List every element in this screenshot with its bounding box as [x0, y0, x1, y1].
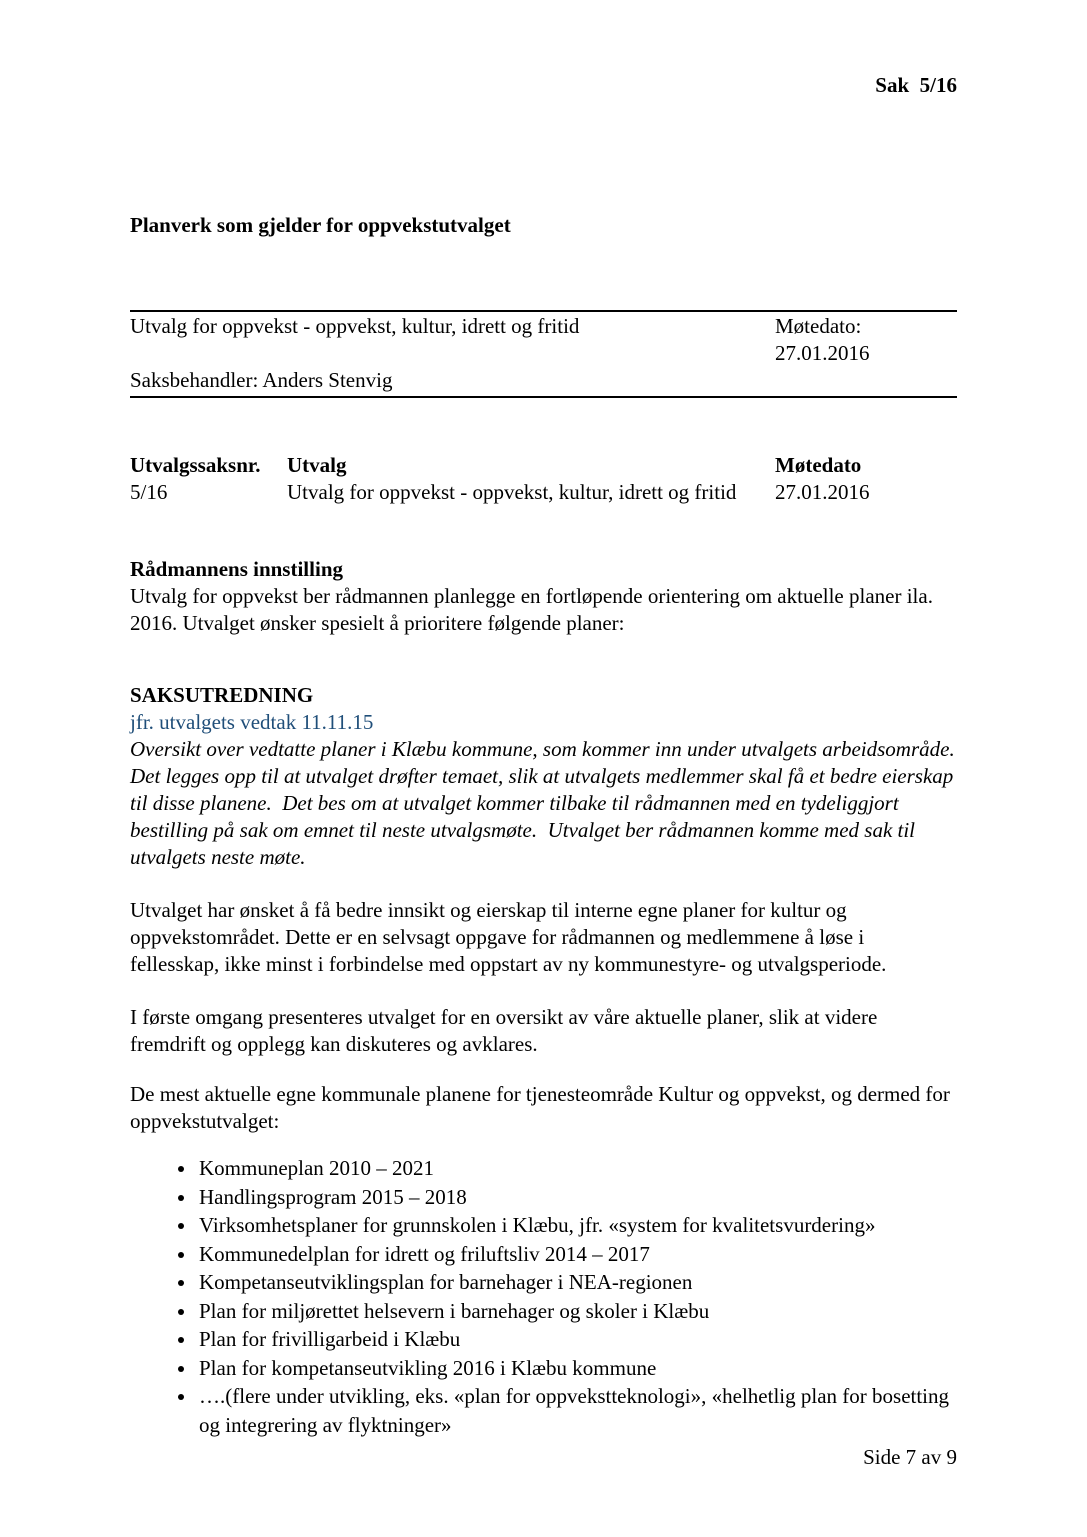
page-footer: Side 7 av 9 — [863, 1445, 957, 1469]
plan-list — [130, 1154, 957, 1439]
case-table — [130, 452, 957, 506]
innstilling-heading: Rådmannens innstilling — [130, 557, 343, 581]
saksutredning-section — [130, 682, 960, 871]
meta-meeting-date: Møtedato: 27.01.2016 — [775, 314, 870, 365]
page-title: Planverk som gjelder for oppvekstutvalget — [130, 213, 511, 237]
list-item: • ….(flere under utvikling, eks. «plan for oppvekstteknologi», «helhetlig plan for bosetting og integrering av flyktninger» — [197, 1382, 957, 1439]
meta-empty-cell — [775, 367, 957, 394]
table-row — [130, 479, 957, 506]
paragraph-3: De mest aktuelle egne kommunale planene for tjenesteområde Kultur og oppvekst, og dermed for oppvekstutvalget: — [130, 1082, 950, 1133]
saksutredning-heading: SAKSUTREDNING — [130, 683, 314, 707]
list-item: • Virksomhetsplaner for grunnskolen i Klæbu, jfr. «system for kvalitetsvurdering» — [197, 1211, 957, 1240]
col-header-utvalgssaksnr: Utvalgssaksnr. — [130, 453, 261, 477]
meta-committee: Utvalg for oppvekst - oppvekst, kultur, idrett og fritid — [130, 314, 580, 338]
paragraph-1: Utvalget har ønsket å få bedre innsikt og eierskap til interne egne planer for kultur og oppvekstområdet. Dette er en selvsagt oppgave for rådmannen og medlemmene å løse i fellesskap, ikke minst i forbindelse med oppstart av ny kommunestyre- og utvalgsperiode. — [130, 898, 887, 976]
list-item: • Kompetanseutviklingsplan for barnehager i NEA-regionen — [197, 1268, 957, 1297]
innstilling-section — [130, 556, 957, 637]
paragraph-2: I første omgang presenteres utvalget for en oversikt av våre aktuelle planer, slik at videre fremdrift og opplegg kan diskuteres og avklares. — [130, 1005, 878, 1056]
list-item: • Plan for frivilligarbeid i Klæbu — [197, 1325, 957, 1354]
cell-date: 27.01.2016 — [775, 480, 870, 504]
list-item: • Handlingsprogram 2015 – 2018 — [197, 1183, 957, 1212]
cell-committee: Utvalg for oppvekst - oppvekst, kultur, idrett og fritid — [287, 480, 737, 504]
vedtak-quote: Oversikt over vedtatte planer i Klæbu kommune, som kommer inn under utvalgets arbeidsområde. Det legges opp til at utvalget drøfter temaet, slik at utvalgets medlemmer skal få et bedre eierskap til disse planene. Det bes om at utvalget kommer tilbake til rådmannen med en tydeliggjort bestilling på sak om emnet til neste utvalgsmøte. Utvalget ber rådmannen komme med sak til utvalgets neste møte. — [130, 737, 960, 869]
meta-row-2 — [130, 367, 957, 394]
meta-table — [130, 310, 957, 398]
case-table-header — [130, 452, 957, 479]
vedtak-reference-link: jfr. utvalgets vedtak 11.11.15 — [130, 710, 374, 734]
case-number: Sak 5/16 — [875, 73, 957, 97]
list-item: • Kommuneplan 2010 – 2021 — [197, 1154, 957, 1183]
innstilling-body: Utvalg for oppvekst ber rådmannen planlegge en fortløpende orientering om aktuelle planer ila. 2016. Utvalget ønsker spesielt å prioritere følgende planer: — [130, 584, 933, 635]
meta-row-1 — [130, 313, 957, 367]
list-item: • Plan for miljørettet helsevern i barnehager og skoler i Klæbu — [197, 1297, 957, 1326]
list-item: • Kommunedelplan for idrett og friluftsliv 2014 – 2017 — [197, 1240, 957, 1269]
col-header-utvalg: Utvalg — [287, 453, 347, 477]
col-header-motedato: Møtedato — [775, 453, 862, 477]
meta-caseworker: Saksbehandler: Anders Stenvig — [130, 368, 393, 392]
cell-case-number: 5/16 — [130, 480, 168, 504]
list-item: • Plan for kompetanseutvikling 2016 i Klæbu kommune — [197, 1354, 957, 1383]
